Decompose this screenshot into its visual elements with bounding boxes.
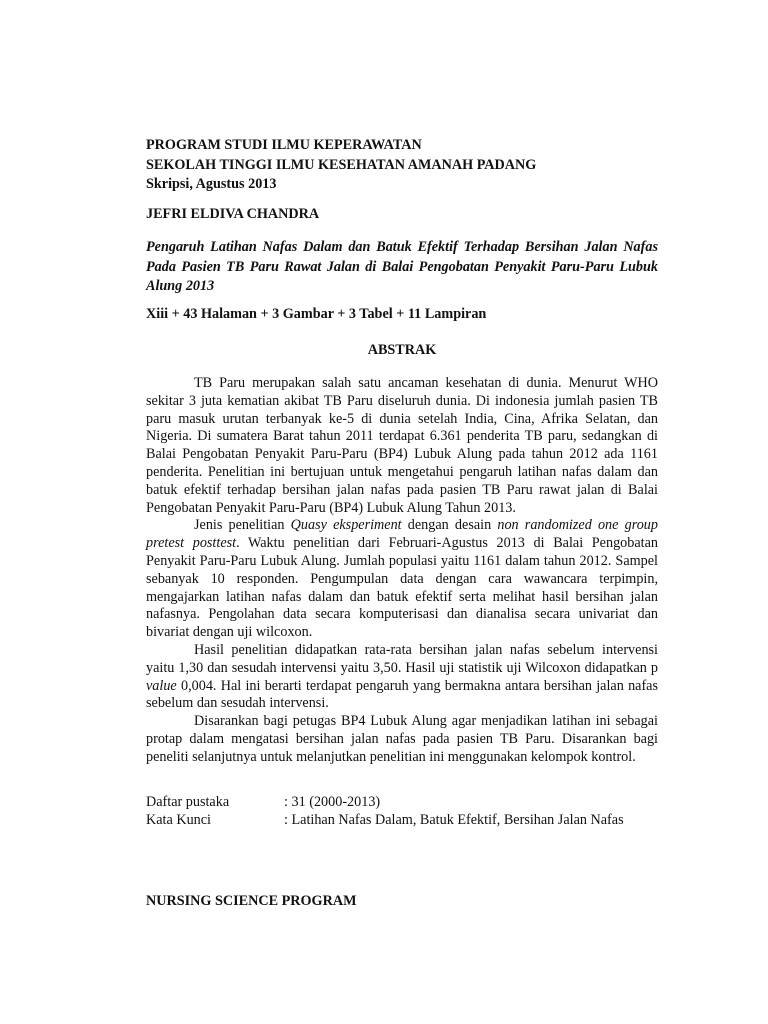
abstract-paragraph-4: Disarankan bagi petugas BP4 Lubuk Alung agar menjadikan latihan ini sebagai protap dalam mengatasi bersihan jalan nafas pada pasien TB Paru. Disarankan bagi peneliti selanjutnya untuk melanjutkan penelitian ini menggunakan kelompok kontrol. <box>146 713 658 765</box>
abstract-body <box>146 375 658 767</box>
english-program-heading: NURSING SCIENCE PROGRAM <box>146 893 357 909</box>
paragraph-text: Jenis penelitian <box>194 517 291 534</box>
abstract-paragraph-2 <box>146 517 658 642</box>
keywords-value: : Latihan Nafas Dalam, Batuk Efektif, Bersihan Jalan Nafas <box>284 812 624 828</box>
keywords-row <box>146 811 658 829</box>
bibliography-value: : 31 (2000-2013) <box>284 794 381 810</box>
program-name: PROGRAM STUDI ILMU KEPERAWATAN <box>146 137 422 153</box>
abstract-meta <box>146 793 658 829</box>
pages-info: Xiii + 43 Halaman + 3 Gambar + 3 Tabel + 11 Lampiran <box>146 306 487 322</box>
author-name: JEFRI ELDIVA CHANDRA <box>146 206 320 222</box>
paragraph-text: 0,004. Hal ini berarti terdapat pengaruh yang bermakna antara bersihan jalan nafas sebelum dan sesudah intervensi. <box>146 677 658 712</box>
emphasis-text: non randomized one group pretest posttest <box>146 517 658 552</box>
abstract-paragraph-3 <box>146 642 658 713</box>
emphasis-text: Quasy eksperiment <box>290 517 402 534</box>
bibliography-row <box>146 793 658 811</box>
thesis-title: Pengaruh Latihan Nafas Dalam dan Batuk Efektif Terhadap Bersihan Jalan Nafas Pada Pasien TB Paru Rawat Jalan di Balai Pengobatan Penyakit Paru-Paru Lubuk Alung 2013 <box>146 239 658 294</box>
bibliography-label: Daftar pustaka <box>146 794 230 810</box>
paragraph-text: Hasil penelitian didapatkan rata-rata bersihan jalan nafas sebelum intervensi yaitu 1,30 dan sesudah intervensi yaitu 3,50. Hasil uji statistik uji Wilcoxon didapatkan p <box>146 641 658 676</box>
institution-header <box>146 136 658 195</box>
thesis-date: Skripsi, Agustus 2013 <box>146 176 277 192</box>
school-name: SEKOLAH TINGGI ILMU KESEHATAN AMANAH PADANG <box>146 156 537 173</box>
abstract-heading: ABSTRAK <box>367 342 437 358</box>
abstract-paragraph-1: TB Paru merupakan salah satu ancaman kesehatan di dunia. Menurut WHO sekitar 3 juta kematian akibat TB Paru diseluruh dunia. Di indonesia jumlah pasien TB paru masuk urutan terbanyak ke-5 di dunia setelah India, Cina, Afrika Selatan, dan Nigeria. Di sumatera Barat tahun 2011 terdapat 6.361 penderita TB paru, sedangkan di Balai Pengobatan Penyakit Paru-Paru (BP4) Lubuk Alung pada tahun 2012 ada 1161 penderita. Penelitian ini bertujuan untuk mengetahui pengaruh latihan nafas dalam dan batuk efektif terhadap bersihan jalan nafas pada pasien TB Paru rawat jalan di Balai Pengobatan Penyakit Paru-Paru (BP4) Lubuk Alung Tahun 2013. <box>146 375 658 516</box>
paragraph-text: . Waktu penelitian dari Februari-Agustus 2013 di Balai Pengobatan Penyakit Paru-Paru Lubuk Alung. Jumlah populasi yaitu 1161 dalam tahun 2012. Sampel sebanyak 10 responden. Pengumpulan data dengan cara wawancara terpimpin, mengajarkan latihan nafas dalam dan batuk efektif serta melihat hasil bersihan jalan nafasnya. Pengolahan data secara komputerisasi dan dianalisa secara univariat dan bivariat dengan uji wilcoxon. <box>146 535 658 641</box>
paragraph-text: dengan desain <box>401 517 498 534</box>
keywords-label: Kata Kunci <box>146 812 212 828</box>
emphasis-text: value <box>146 677 177 694</box>
